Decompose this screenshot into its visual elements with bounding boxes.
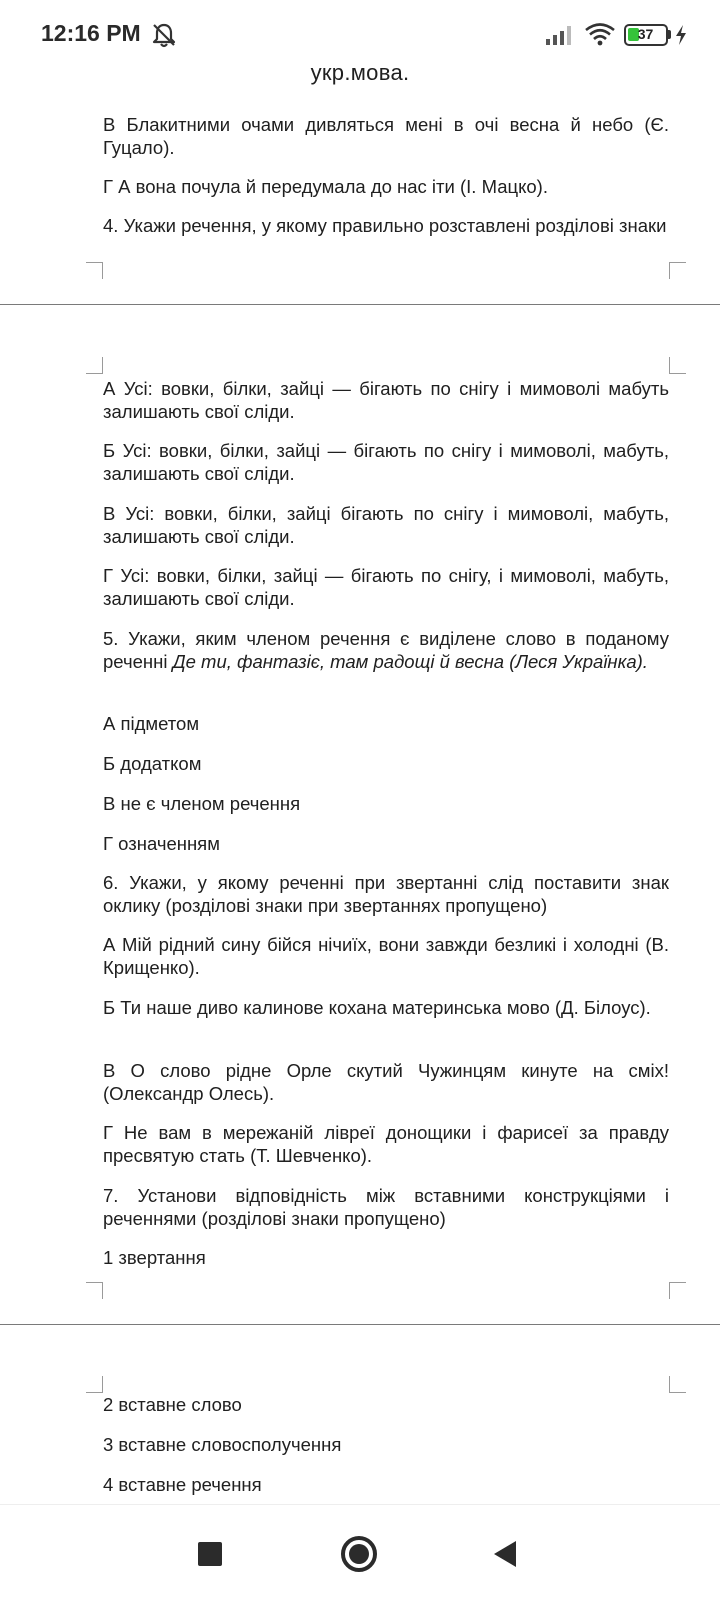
- answer-option: А Мій рідний сину бійся нічиїх, вони завжди безликі і холодні (В. Крищенко).: [103, 934, 669, 978]
- crop-mark: [669, 262, 686, 279]
- answer-option: А підметом: [103, 713, 200, 734]
- answer-option: В не є членом речення: [103, 793, 301, 814]
- crop-mark: [86, 1376, 103, 1393]
- recents-square-icon[interactable]: [187, 1531, 233, 1577]
- muted-bell-icon: [150, 21, 178, 49]
- crop-mark: [669, 1282, 686, 1299]
- answer-option: Б Ти наше диво калинове кохана материнська мово (Д. Білоус).: [103, 997, 651, 1018]
- paragraph: В Блакитними очами дивляться мені в очі весна й небо (Є. Гуцало).: [103, 114, 669, 158]
- question-6: 6. Укажи, у якому реченні при звертанні слід поставити знак оклику (розділові знаки при звертаннях пропущено): [103, 872, 669, 916]
- signal-icon: [545, 24, 575, 46]
- answer-option: В Усі: вовки, білки, зайці бігають по снігу і мимоволі, мабуть, залишають свої сліди.: [103, 503, 669, 547]
- battery-percent: 37: [637, 26, 654, 42]
- answer-option: А Усі: вовки, білки, зайці — бігають по снігу і мимоволі мабуть залишають свої сліди.: [103, 378, 669, 422]
- crop-mark: [86, 357, 103, 374]
- crop-mark: [86, 262, 103, 279]
- battery-icon: [624, 24, 668, 46]
- answer-option: Б Усі: вовки, білки, зайці — бігають по снігу і мимоволі, мабуть, залишають свої сліди.: [103, 440, 669, 484]
- answer-option: В О слово рідне Орле скутий Чужинцям кинуте на сміх! (Олександр Олесь).: [103, 1060, 669, 1104]
- status-time: 12:16 PM: [41, 20, 141, 46]
- status-bar: [0, 0, 720, 66]
- paragraph: Г А вона почула й передумала до нас іти (І. Мацко).: [103, 176, 548, 197]
- page-break-line: [0, 1324, 720, 1325]
- crop-mark: [86, 1282, 103, 1299]
- answer-option: Г означенням: [103, 833, 220, 854]
- home-circle-icon[interactable]: [336, 1531, 382, 1577]
- list-item: 2 вставне слово: [103, 1394, 242, 1415]
- page-break-line: [0, 304, 720, 305]
- paragraph: 4. Укажи речення, у якому правильно розставлені розділові знаки: [103, 215, 667, 236]
- question-5: [103, 627, 669, 673]
- list-item: 1 звертання: [103, 1247, 206, 1268]
- back-triangle-icon[interactable]: [483, 1531, 529, 1577]
- answer-option: Г Не вам в мережаній лівреї донощики і фарисеї за правду пресвятую стать (Т. Шевченко).: [103, 1122, 669, 1166]
- list-item: 4 вставне речення: [103, 1474, 262, 1495]
- question-5-quote: Де ти, фантазіє, там радощі й весна (Леся Українка).: [172, 651, 648, 672]
- question-5-text: 5. Укажи, яким членом речення є виділене слово в поданому реченні: [103, 628, 669, 672]
- navigation-bar: [0, 1504, 720, 1601]
- battery-tip: [668, 30, 671, 39]
- answer-option: Г Усі: вовки, білки, зайці — бігають по снігу, і мимоволі, мабуть, залишають свої сліди.: [103, 565, 669, 609]
- crop-mark: [669, 1376, 686, 1393]
- list-item: 3 вставне словосполучення: [103, 1434, 342, 1455]
- question-7: 7. Установи відповідність між вставними конструкціями і реченнями (розділові знаки пропущено): [103, 1185, 669, 1229]
- charging-icon: [674, 24, 688, 46]
- answer-option: Б додатком: [103, 753, 202, 774]
- wifi-icon: [584, 22, 616, 46]
- document-title: укр.мова.: [310, 60, 410, 85]
- crop-mark: [669, 357, 686, 374]
